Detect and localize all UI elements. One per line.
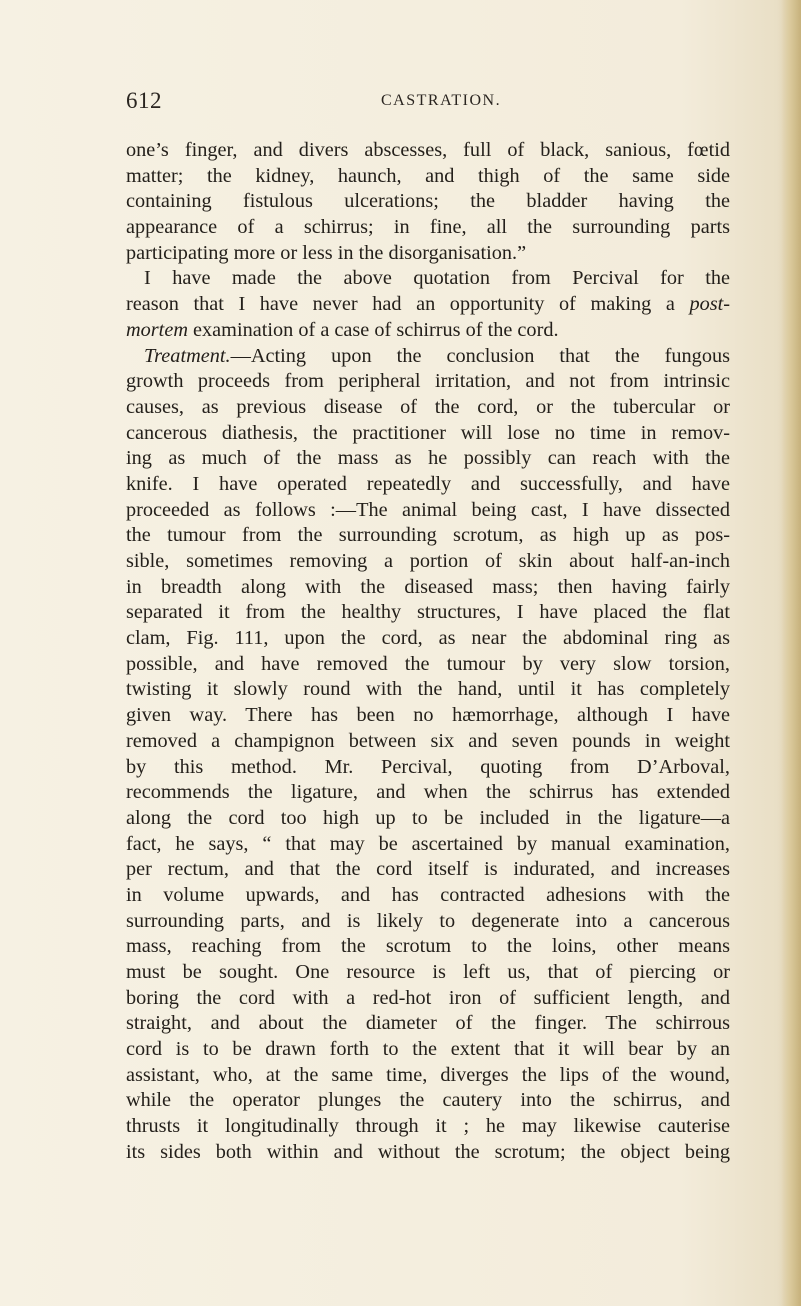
text-line: matter; the kidney, haunch, and thigh of the same side	[126, 164, 730, 187]
text-line: given way. There has been no hæmorrhage, although I have	[126, 704, 730, 727]
text-line: sible, sometimes removing a portion of skin about half-an-inch	[126, 550, 730, 572]
text-line: in breadth along with the diseased mass; then having fairly	[126, 575, 730, 598]
text-line: ing as much of the mass as he possibly can reach with the	[126, 447, 730, 470]
text-segment: examination of a case of schirrus of the cord.	[187, 318, 559, 341]
text-line: causes, as previous disease of the cord, or the tubercular or	[126, 395, 730, 418]
text-line: in volume upwards, and has contracted adhesions with the	[126, 883, 730, 906]
text-line: twisting it slowly round with the hand, until it has completely	[126, 678, 730, 701]
text-line: participating more or less in the disorganisation.”	[126, 241, 527, 264]
text-line: thrusts it longitudinally through it ; he may likewise cauterise	[126, 1115, 730, 1138]
text-line: one’s finger, and divers abscesses, full of black, sanious, fœtid	[126, 139, 730, 161]
text-line: along the cord too high up to be included in the ligature—a	[126, 806, 730, 829]
running-head: CASTRATION.	[381, 92, 502, 109]
text-line: growth proceeds from peripheral irritation, and not from intrinsic	[126, 370, 730, 393]
text-line	[126, 318, 730, 344]
text-line: while the operator plunges the cautery into the schirrus, and	[126, 1089, 730, 1112]
text-line: its sides both within and without the scrotum; the object being	[126, 1140, 730, 1163]
text-line: recommends the ligature, and when the schirrus has extended	[126, 781, 730, 804]
text-line: the tumour from the surrounding scrotum, as high up as pos-	[126, 524, 730, 547]
italic-text: post-	[689, 293, 730, 316]
text-line: cord is to be drawn forth to the extent that it will bear by an	[126, 1038, 730, 1061]
text-line: appearance of a schirrus; in fine, all the surrounding parts	[126, 216, 730, 239]
italic-text: mortem	[126, 318, 188, 341]
body-text	[126, 138, 730, 1166]
text-line: assistant, who, at the same time, diverges the lips of the wound,	[126, 1063, 730, 1086]
text-line: knife. I have operated repeatedly and successfully, and have	[126, 472, 730, 495]
text-line: containing fistulous ulcerations; the bladder having the	[126, 190, 730, 213]
text-line	[126, 344, 730, 370]
page-edge-shadow	[781, 0, 801, 1306]
section-heading: Treatment.	[144, 344, 231, 367]
text-line: proceeded as follows :—The animal being cast, I have dissected	[126, 498, 730, 521]
text-line: cancerous diathesis, the practitioner will lose no time in remov-	[126, 421, 730, 444]
text-line: surrounding parts, and is likely to degenerate into a cancerous	[126, 909, 730, 932]
text-line: per rectum, and that the cord itself is indurated, and increases	[126, 858, 730, 881]
text-line: possible, and have removed the tumour by very slow torsion,	[126, 652, 730, 675]
text-line: must be sought. One resource is left us, that of piercing or	[126, 961, 730, 983]
text-line: by this method. Mr. Percival, quoting from D’Arboval,	[126, 755, 730, 778]
text-segment: reason that I have never had an opportunity of making a	[126, 293, 690, 316]
text-line: separated it from the healthy structures, I have placed the flat	[126, 601, 730, 624]
text-line	[126, 292, 730, 318]
text-line: fact, he says, “ that may be ascertained by manual examination,	[126, 832, 730, 855]
text-line: removed a champignon between six and seven pounds in weight	[126, 729, 730, 752]
text-line: boring the cord with a red-hot iron of sufficient length, and	[126, 986, 730, 1009]
page-header	[126, 88, 716, 118]
page-number: 612	[126, 88, 162, 113]
text-line: clam, Fig. 111, upon the cord, as near the abdominal ring as	[126, 627, 730, 650]
text-segment: —Acting upon the conclusion that the fungous	[230, 344, 730, 367]
text-line: mass, reaching from the scrotum to the loins, other means	[126, 935, 730, 958]
text-line	[126, 266, 730, 292]
text-line: straight, and about the diameter of the finger. The schirrous	[126, 1012, 730, 1035]
text-segment: I have made the above quotation from Percival for the	[144, 267, 730, 290]
